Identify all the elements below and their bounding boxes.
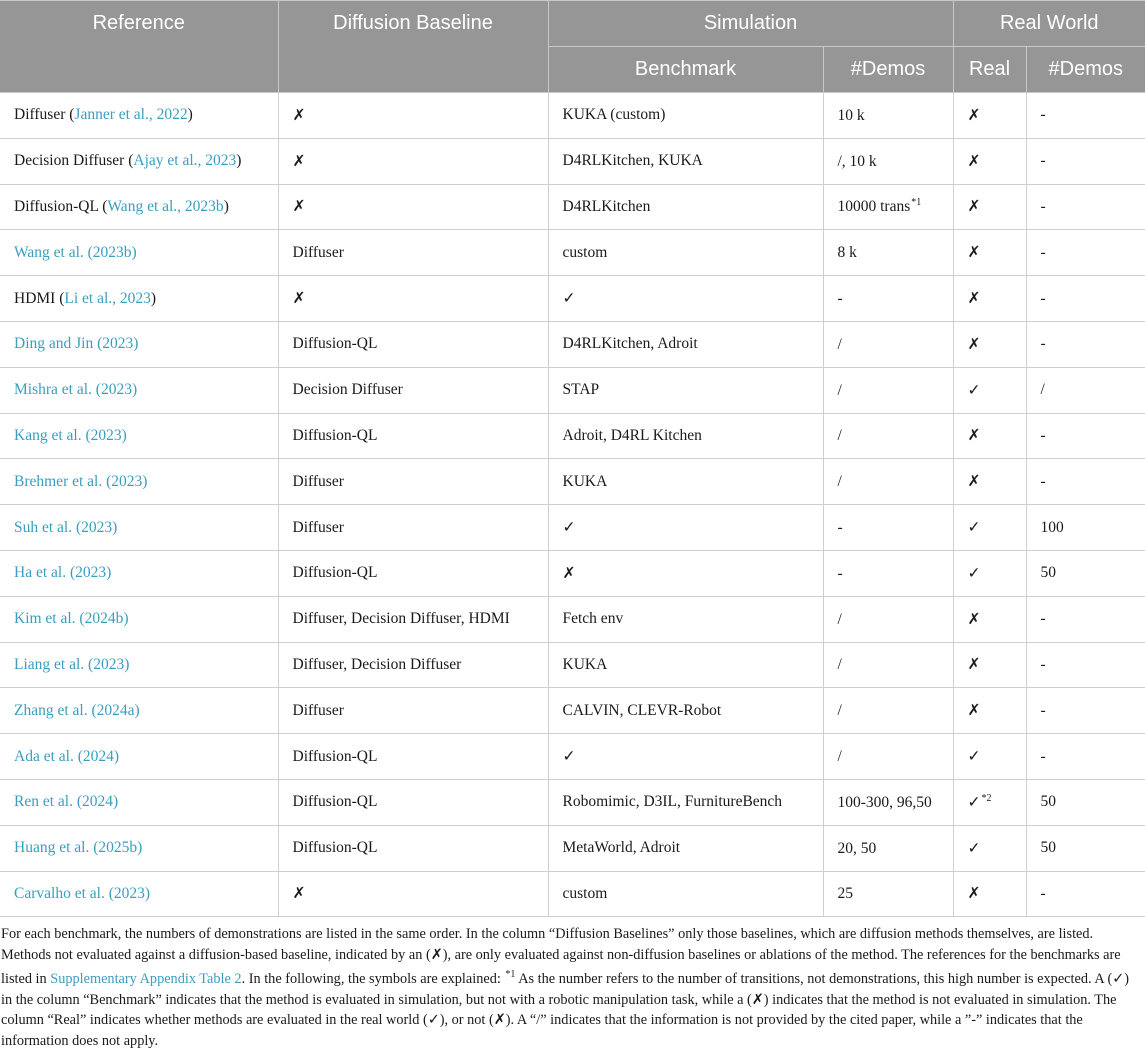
reference-prefix: Decision Diffuser ( <box>14 152 134 170</box>
sim-demos-value: 10000 trans <box>837 198 911 216</box>
cell-sim-demos <box>823 321 953 367</box>
cell-real-demos: 50 <box>1026 779 1145 825</box>
sim-demos-value: / <box>837 656 842 674</box>
cell-real <box>953 184 1026 230</box>
cell-real <box>953 871 1026 917</box>
reference-prefix: Diffusion-QL ( <box>14 197 108 215</box>
reference-link[interactable]: Zhang et al. (2024a) <box>14 701 140 719</box>
cell-diffusion-baseline: Diffusion-QL <box>278 550 548 596</box>
table-row <box>0 505 1145 551</box>
reference-suffix: ) <box>150 289 157 307</box>
reference-link[interactable]: Ha et al. (2023) <box>14 564 112 582</box>
cell-reference <box>0 459 278 505</box>
cell-reference <box>0 276 278 322</box>
reference-prefix: HDMI ( <box>14 289 65 307</box>
cell-benchmark: KUKA (custom) <box>548 93 823 139</box>
sim-demos-value: - <box>837 290 843 308</box>
cell-reference <box>0 93 278 139</box>
cell-sim-demos <box>823 505 953 551</box>
footnote-sup: *1 <box>505 969 516 981</box>
cell-sim-demos <box>823 276 953 322</box>
real-value: ✓ <box>967 381 981 399</box>
real-value: ✗ <box>967 702 981 720</box>
cell-real-demos: 100 <box>1026 505 1145 551</box>
reference-link[interactable]: Ding and Jin (2023) <box>14 335 139 353</box>
cell-diffusion-baseline: Diffuser, Decision Diffuser, HDMI <box>278 596 548 642</box>
real-value: ✗ <box>967 610 981 628</box>
reference-link[interactable]: Kim et al. (2024b) <box>14 610 129 628</box>
cell-benchmark: STAP <box>548 367 823 413</box>
header-sim-demos: #Demos <box>823 47 953 93</box>
cell-sim-demos <box>823 184 953 230</box>
cell-real <box>953 688 1026 734</box>
cell-real-demos: - <box>1026 734 1145 780</box>
cell-diffusion-baseline: Diffusion-QL <box>278 321 548 367</box>
cell-real-demos: - <box>1026 138 1145 184</box>
cell-diffusion-baseline: Diffusion-QL <box>278 779 548 825</box>
cell-sim-demos <box>823 734 953 780</box>
sim-demos-value: / <box>837 473 842 491</box>
table-row <box>0 138 1145 184</box>
sim-demos-value: - <box>837 564 843 582</box>
reference-link[interactable]: Suh et al. (2023) <box>14 518 118 536</box>
footnote-text-1: For each benchmark, the numbers of demonstrations are listed in the same order. In the column “Diffusion Baselines” only those baselines, which are diffusion methods themselves, are listed. Methods not evaluated against a diffusion-based baseline, indicated by an (✗), are only evaluated against non-diffusion baselines or ablations of the method. The references for the benchmarks are listed in <box>1 926 1121 988</box>
sim-demos-value: - <box>837 519 843 537</box>
sim-demos-value: / <box>837 427 842 445</box>
cell-benchmark: D4RLKitchen <box>548 184 823 230</box>
cell-reference <box>0 367 278 413</box>
cell-diffusion-baseline: ✗ <box>278 138 548 184</box>
cell-real-demos: - <box>1026 230 1145 276</box>
table-row <box>0 734 1145 780</box>
cell-real-demos: - <box>1026 184 1145 230</box>
table-row <box>0 367 1145 413</box>
cell-real-demos: - <box>1026 459 1145 505</box>
reference-link[interactable]: Wang et al. (2023b) <box>14 243 137 261</box>
cell-sim-demos <box>823 138 953 184</box>
reference-link[interactable]: Wang et al., 2023b <box>107 197 224 215</box>
real-value: ✗ <box>967 656 981 674</box>
reference-suffix: ) <box>236 152 242 170</box>
real-value: ✓ <box>967 748 981 766</box>
reference-link[interactable]: Carvalho et al. (2023) <box>14 884 151 902</box>
cell-sim-demos <box>823 596 953 642</box>
cell-reference <box>0 871 278 917</box>
header-real-world: Real World <box>953 1 1145 47</box>
cell-diffusion-baseline: Diffuser <box>278 688 548 734</box>
cell-diffusion-baseline: Diffusion-QL <box>278 734 548 780</box>
header-simulation: Simulation <box>548 1 953 47</box>
cell-real-demos: - <box>1026 321 1145 367</box>
sim-demos-value: / <box>837 610 842 628</box>
cell-real-demos: - <box>1026 276 1145 322</box>
cell-benchmark: custom <box>548 230 823 276</box>
sim-demos-value: 20, 50 <box>837 839 877 857</box>
cell-sim-demos <box>823 871 953 917</box>
header-benchmark: Benchmark <box>548 47 823 93</box>
table-row <box>0 779 1145 825</box>
cell-real-demos: - <box>1026 642 1145 688</box>
table-row <box>0 550 1145 596</box>
cell-benchmark: ✓ <box>548 276 823 322</box>
real-value: ✗ <box>967 152 981 170</box>
real-value: ✗ <box>967 335 981 353</box>
cell-sim-demos <box>823 688 953 734</box>
cell-real-demos: - <box>1026 688 1145 734</box>
reference-link[interactable]: Brehmer et al. (2023) <box>14 472 148 490</box>
cell-diffusion-baseline: Diffusion-QL <box>278 413 548 459</box>
cell-benchmark: KUKA <box>548 642 823 688</box>
table-row <box>0 688 1145 734</box>
table-row <box>0 459 1145 505</box>
reference-suffix: ) <box>187 106 193 124</box>
cell-reference <box>0 825 278 871</box>
real-value: ✓ <box>967 793 981 811</box>
header-reference: Reference <box>0 1 278 93</box>
cell-real-demos: / <box>1026 367 1145 413</box>
cell-real <box>953 138 1026 184</box>
table-row <box>0 230 1145 276</box>
real-value: ✓ <box>967 564 981 582</box>
cell-real <box>953 825 1026 871</box>
cell-diffusion-baseline: ✗ <box>278 276 548 322</box>
cell-real-demos: - <box>1026 93 1145 139</box>
cell-reference <box>0 184 278 230</box>
cell-real <box>953 230 1026 276</box>
cell-sim-demos <box>823 459 953 505</box>
cell-sim-demos <box>823 642 953 688</box>
cell-benchmark: KUKA <box>548 459 823 505</box>
cell-sim-demos <box>823 550 953 596</box>
real-footnote-mark: *2 <box>981 792 992 804</box>
header-diffusion-baseline: Diffusion Baseline <box>278 1 548 93</box>
footnote-text-2: . In the following, the symbols are explained: <box>241 971 505 988</box>
cell-real <box>953 367 1026 413</box>
cell-reference <box>0 688 278 734</box>
cell-real <box>953 276 1026 322</box>
footnote-text-3: As the number refers to the number of transitions, not demonstrations, this high number is expected. A (✓) in the column “Benchmark” indicates that the method is evaluated in simulation, but not with a robotic manipulation task, while a (✗) indicates that the method is not evaluated in simulation. The column “Real” indicates whether methods are evaluated in the real world (✓), or not (✗). A “/” indicates that the information is not provided by the cited paper, while a ”-” indicates that the information does not apply. <box>1 971 1129 1049</box>
cell-reference <box>0 505 278 551</box>
cell-real-demos: - <box>1026 596 1145 642</box>
cell-reference <box>0 642 278 688</box>
real-value: ✗ <box>967 244 981 262</box>
cell-reference <box>0 413 278 459</box>
cell-real-demos: 50 <box>1026 825 1145 871</box>
cell-real <box>953 734 1026 780</box>
table-body <box>0 93 1145 917</box>
cell-diffusion-baseline: Diffuser <box>278 230 548 276</box>
cell-benchmark: D4RLKitchen, KUKA <box>548 138 823 184</box>
cell-real <box>953 459 1026 505</box>
cell-sim-demos <box>823 779 953 825</box>
table-row <box>0 276 1145 322</box>
real-value: ✗ <box>967 885 981 903</box>
cell-sim-demos <box>823 413 953 459</box>
header-real-demos: #Demos <box>1026 47 1145 93</box>
cell-benchmark: MetaWorld, Adroit <box>548 825 823 871</box>
real-value: ✗ <box>967 198 981 216</box>
table-header <box>0 1 1145 93</box>
cell-real <box>953 505 1026 551</box>
real-value: ✓ <box>967 519 981 537</box>
sim-demos-value: / <box>837 748 842 766</box>
sim-demos-value: / <box>837 335 842 353</box>
cell-reference <box>0 138 278 184</box>
cell-diffusion-baseline: Diffuser, Decision Diffuser <box>278 642 548 688</box>
sim-demos-value: 25 <box>837 885 853 903</box>
sim-demos-footnote-mark: *1 <box>911 197 922 209</box>
cell-benchmark: CALVIN, CLEVR-Robot <box>548 688 823 734</box>
supplementary-table-link[interactable]: Supplementary Appendix Table 2 <box>50 971 242 988</box>
table-row <box>0 93 1145 139</box>
reference-link[interactable]: Li et al., 2023 <box>64 289 151 307</box>
table-row <box>0 184 1145 230</box>
real-value: ✗ <box>967 473 981 491</box>
real-value: ✗ <box>967 106 981 124</box>
reference-link[interactable]: Mishra et al. (2023) <box>14 381 138 399</box>
reference-link[interactable]: Kang et al. (2023) <box>14 426 127 444</box>
cell-sim-demos <box>823 93 953 139</box>
real-value: ✗ <box>967 427 981 445</box>
cell-real <box>953 642 1026 688</box>
cell-sim-demos <box>823 230 953 276</box>
cell-benchmark: Fetch env <box>548 596 823 642</box>
cell-benchmark: Robomimic, D3IL, FurnitureBench <box>548 779 823 825</box>
cell-real <box>953 596 1026 642</box>
cell-diffusion-baseline: ✗ <box>278 93 548 139</box>
cell-benchmark: custom <box>548 871 823 917</box>
cell-real <box>953 779 1026 825</box>
table-footnote <box>0 924 1131 1052</box>
cell-diffusion-baseline: Diffuser <box>278 459 548 505</box>
table-row <box>0 871 1145 917</box>
cell-real <box>953 550 1026 596</box>
cell-benchmark: ✗ <box>548 550 823 596</box>
sim-demos-value: /, 10 k <box>837 152 877 170</box>
cell-benchmark: Adroit, D4RL Kitchen <box>548 413 823 459</box>
real-value: ✗ <box>967 290 981 308</box>
header-real: Real <box>953 47 1026 93</box>
reference-link[interactable]: Janner et al., 2022 <box>74 106 188 124</box>
cell-reference <box>0 596 278 642</box>
sim-demos-value: 10 k <box>837 106 865 124</box>
table-row <box>0 413 1145 459</box>
cell-diffusion-baseline: Decision Diffuser <box>278 367 548 413</box>
cell-real-demos: - <box>1026 413 1145 459</box>
table-row <box>0 642 1145 688</box>
cell-sim-demos <box>823 367 953 413</box>
cell-reference <box>0 734 278 780</box>
cell-real-demos: - <box>1026 871 1145 917</box>
cell-diffusion-baseline: Diffuser <box>278 505 548 551</box>
cell-real <box>953 321 1026 367</box>
cell-diffusion-baseline: ✗ <box>278 184 548 230</box>
cell-diffusion-baseline: Diffusion-QL <box>278 825 548 871</box>
real-value: ✓ <box>967 839 981 857</box>
cell-real <box>953 413 1026 459</box>
sim-demos-value: / <box>837 381 842 399</box>
sim-demos-value: 100-300, 96,50 <box>837 793 932 811</box>
reference-link[interactable]: Ajay et al., 2023 <box>133 152 237 170</box>
cell-benchmark: ✓ <box>548 505 823 551</box>
reference-link[interactable]: Liang et al. (2023) <box>14 655 130 673</box>
table-row <box>0 825 1145 871</box>
cell-real <box>953 93 1026 139</box>
cell-real-demos: 50 <box>1026 550 1145 596</box>
cell-sim-demos <box>823 825 953 871</box>
sim-demos-value: / <box>837 702 842 720</box>
reference-link[interactable]: Huang et al. (2025b) <box>14 839 143 857</box>
reference-link[interactable]: Ada et al. (2024) <box>14 747 120 765</box>
table-row <box>0 596 1145 642</box>
cell-benchmark: D4RLKitchen, Adroit <box>548 321 823 367</box>
reference-prefix: Diffuser ( <box>14 106 75 124</box>
cell-reference <box>0 550 278 596</box>
cell-reference <box>0 230 278 276</box>
sim-demos-value: 8 k <box>837 244 857 262</box>
reference-link[interactable]: Ren et al. (2024) <box>14 793 119 811</box>
table-row <box>0 321 1145 367</box>
cell-benchmark: ✓ <box>548 734 823 780</box>
cell-reference <box>0 321 278 367</box>
reference-suffix: ) <box>223 197 229 215</box>
cell-diffusion-baseline: ✗ <box>278 871 548 917</box>
cell-reference <box>0 779 278 825</box>
